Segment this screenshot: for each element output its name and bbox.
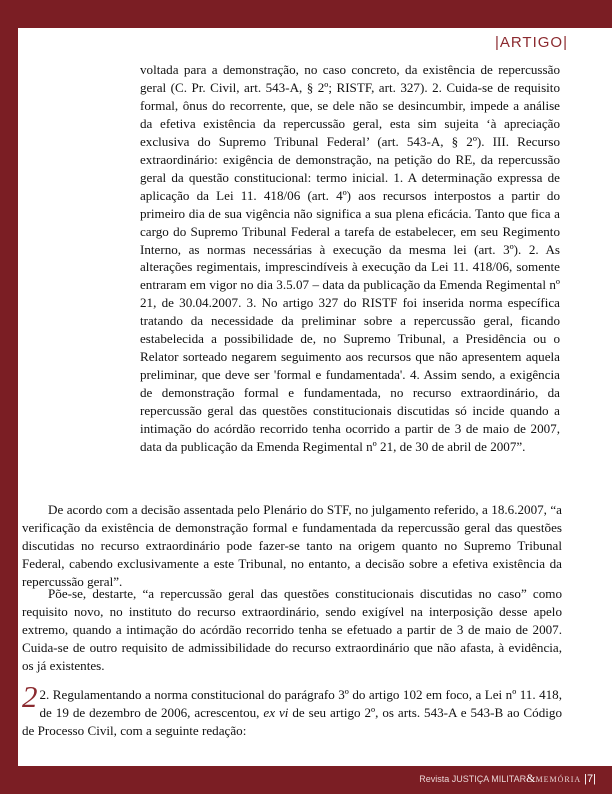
paragraph-2: Põe-se, destarte, “a repercussão geral das questões constitucionais discutidas no caso” como requisito novo, no instituto do recurso extraordinário, sendo exigível na interposição desse apelo extremo, quando a intimação do acórdão recorrido tenha se efetuado a partir de 3 de maio de 2007. Cuida-se de outro requisito de admissibilidade do recurso extraordinário que não afasta, à evidência, os já existentes. xyxy=(22,586,562,673)
paragraph-1: De acordo com a decisão assentada pelo Plenário do STF, no julgamento referido, a 18.6.2007, “a verificação da existência de demonstração formal e fundamentada da repercussão geral das questões discutidas no recurso extraordinário pode fazer-se tanto na origem quanto no Supremo Tribunal Federal, cabendo exclusivamente a este Tribunal, no entanto, a decisão sobre a efetiva existência da repercussão geral”. xyxy=(22,502,562,589)
paragraph-3 xyxy=(22,679,562,740)
paragraph-3-italic: ex vi xyxy=(263,704,289,720)
block-quote: voltada para a demonstração, no caso concreto, da existência de repercussão geral (C. Pr. Civil, art. 543-A, § 2º; RISTF, art. 327). 2. Cuida-se de requisito formal, ônus do recorrente, que, se dele não se desincumbir, impede a análise da efetiva existência da repercussão geral, esta sim sujeita ‘à apreciação exclusiva do Supremo Tribunal Federal’ (art. 543-A, § 2º). III. Recurso extraordinário: exigência de demonstração, na petição do RE, da repercussão geral da questão constitucional: termo inicial. 1. A determinação expressa de aplicação da Lei 11. 418/06 (art. 4º) aos recursos interpostos a partir do primeiro dia de sua vigência não significa a sua plena eficácia. Tanto que fica a cargo do Supremo Tribunal Federal a tarefa de estabelecer, em seu Regimento Interno, as normas necessárias à execução da mesma lei (art. 3º). 2. As alterações regimentais, imprescindíveis à execução da Lei 11. 418/06, somente entraram em vigor no dia 3.5.07 – data da publicação da Emenda Regimental nº 21, de 30.04.2007. 3. No artigo 327 do RISTF foi inserida norma específica tratando da necessidade da preliminar sobre a repercussão geral, ficando estabelecida a possibilidade de, no Supremo Tribunal, a Presidência ou o Relator sorteado negarem seguimento aos recursos que não apresentem aquela preliminar, que deve ser 'formal e fundamentada'. 4. Assim sendo, a exigência de demonstração formal e fundamentada, no recurso extraordinário, da repercussão geral das questões constitucionais discutidas só incide quando a intimação do acórdão recorrido tenha ocorrido a partir de 3 de maio de 2007, data da publicação da Emenda Regimental nº 21, de 30 de abril de 2007”. xyxy=(140,62,560,455)
paragraph-3-text-end: de seu artigo 2º, os arts. 543-A e 543-B ao Código de Processo Civil, com a seguinte redação: xyxy=(22,704,562,738)
journal-memoria: MEMÓRIA xyxy=(535,775,582,784)
page-number: |7| xyxy=(584,773,596,785)
journal-ampersand: & xyxy=(526,771,536,785)
journal-name: Revista JUSTIÇA MILITAR xyxy=(419,774,527,784)
section-tag: |ARTIGO| xyxy=(494,34,568,51)
paragraph-3-text-start: 2. Regulamentando a norma constitucional do parágrafo 3º do artigo 102 em foco, a Lei nº 11. 418, de 19 de dezembro de 2006, acrescentou, xyxy=(39,687,562,720)
top-border-band xyxy=(0,0,612,28)
drop-cap: 2 xyxy=(22,679,38,714)
left-border-band xyxy=(0,0,18,794)
footer xyxy=(419,771,596,786)
